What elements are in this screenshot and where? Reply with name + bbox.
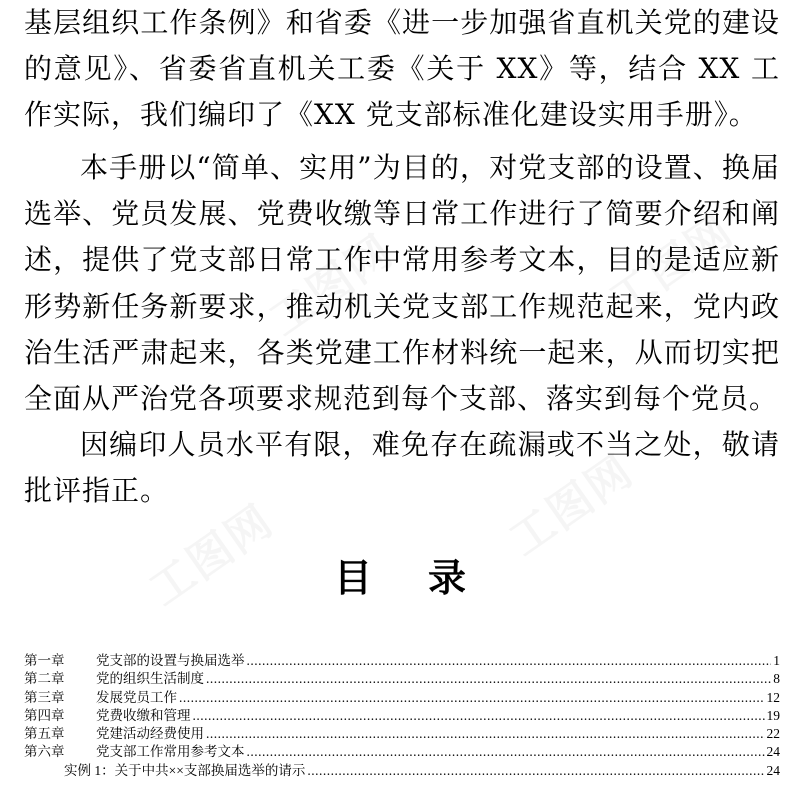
toc-entry[interactable] (24, 689, 780, 707)
toc-entry-title: 党建活动经费使用 (96, 726, 204, 742)
toc-page-number: 19 (766, 707, 780, 723)
toc-leader-dots (307, 762, 764, 780)
watermark: 工图网 (500, 445, 643, 567)
toc-leader-dots (206, 670, 771, 688)
toc-page-number: 24 (766, 762, 780, 778)
paragraph: 本手册以“简单、实用”为目的，对党支部的设置、换届选举、党员发展、党费收缴等日常工作进行了简要介绍和阐述，提供了党支部日常工作中常用参考文本，目的是适应新形势新任务新要求，推动机关党支部工作规范起来，党内政治生活严肃起来，各类党建工作材料统一起来，从而切实把全面从严治党各项要求规范到每个支部、落实到每个党员。 (24, 151, 780, 416)
toc-chapter-number: 第二章 (24, 671, 65, 687)
toc-page-number: 24 (766, 744, 780, 760)
toc-chapter-number: 第三章 (24, 689, 65, 705)
toc-entry[interactable] (24, 725, 780, 743)
toc-page-number: 1 (773, 653, 780, 668)
toc-page-number: 22 (766, 726, 780, 742)
toc-leader-dots (247, 743, 765, 761)
toc-title: 目录 (333, 556, 522, 600)
toc-entry-title: 实例 1：关于中共××支部换届选举的请示 (64, 762, 306, 778)
toc-page-number: 8 (773, 671, 780, 687)
paragraph: 基层组织工作条例》和省委《进一步加强省直机关党的建设的意见》、省委省直机关工委《关于 XX》等，结合 XX 工作实际，我们编印了《XX 党支部标准化建设实用手册》。 (24, 6, 780, 132)
toc-entry-title: 党费收缴和管理 (96, 707, 191, 723)
toc-chapter-number: 第四章 (24, 707, 65, 723)
table-of-contents (24, 652, 780, 780)
toc-entry[interactable] (24, 652, 780, 670)
watermark: 工图网 (140, 495, 283, 617)
toc-subentry[interactable] (24, 762, 780, 780)
toc-leader-dots (206, 725, 765, 743)
toc-leader-dots (179, 689, 765, 707)
toc-entry-title: 发展党员工作 (96, 689, 177, 705)
toc-entry-title: 党支部工作常用参考文本 (96, 744, 245, 760)
watermark: 工图网 (260, 225, 403, 347)
toc-leader-dots (247, 652, 772, 670)
toc-entry[interactable] (24, 670, 780, 688)
toc-leader-dots (193, 707, 765, 725)
toc-chapter-number: 第五章 (24, 726, 65, 742)
watermark: 工图网 (600, 205, 743, 327)
toc-entry[interactable] (24, 707, 780, 725)
paragraph: 因编印人员水平有限，难免存在疏漏或不当之处，敬请批评指正。 (24, 428, 780, 508)
toc-chapter-number: 第一章 (24, 653, 65, 668)
toc-entry-title: 党支部的设置与换届选举 (96, 653, 245, 668)
toc-entry[interactable] (24, 743, 780, 761)
toc-page-number: 12 (766, 689, 780, 705)
toc-entry-title: 党的组织生活制度 (96, 671, 204, 687)
toc-chapter-number: 第六章 (24, 744, 65, 760)
